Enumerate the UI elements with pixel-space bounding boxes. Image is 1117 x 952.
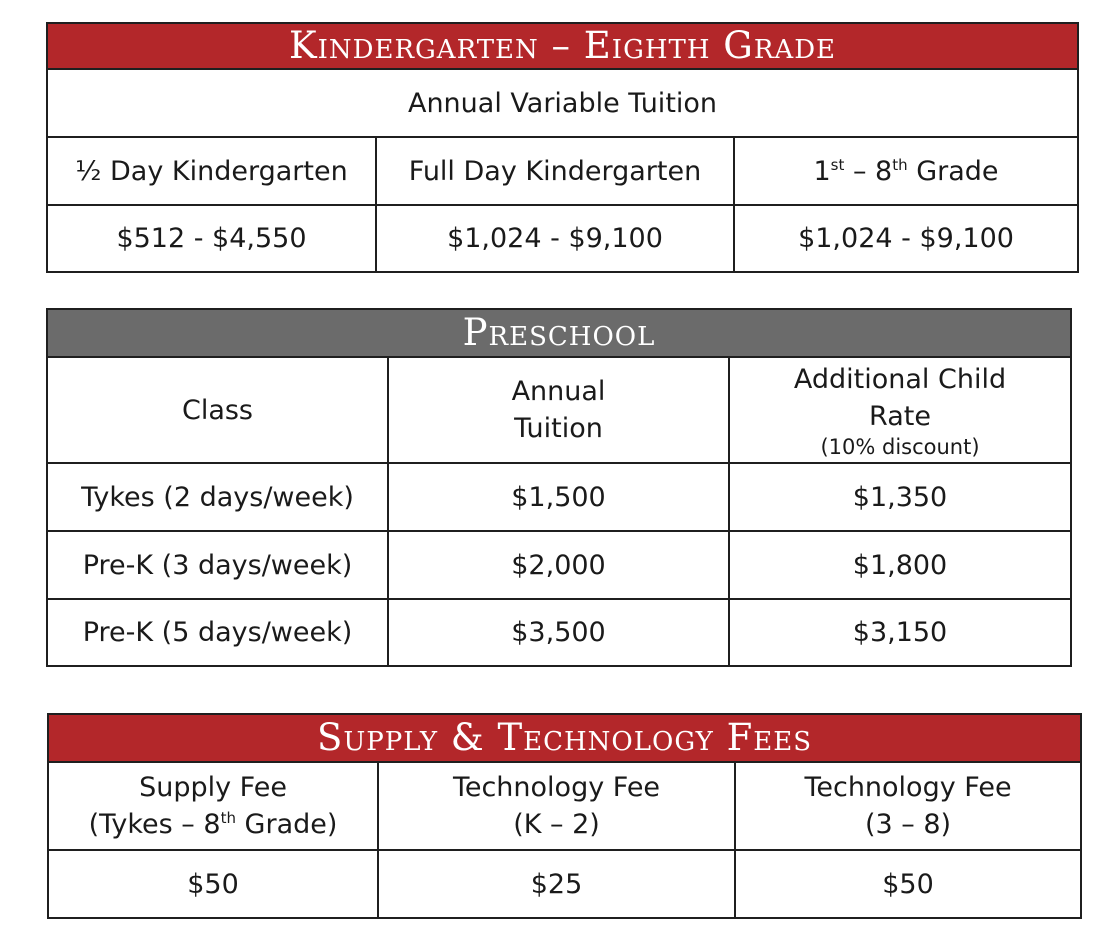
- class-header: Class: [47, 357, 388, 463]
- technology-fee-k2-value: $25: [378, 850, 735, 918]
- technology-fee-k2-header: Technology Fee (K – 2): [378, 762, 735, 850]
- annual-tuition-header: Annual Tuition: [388, 357, 729, 463]
- fees-title: Supply & Technology Fees: [48, 714, 1081, 762]
- additional-rate-cell: $1,350: [729, 463, 1071, 531]
- annual-tuition-cell: $1,500: [388, 463, 729, 531]
- discount-note: (10% discount): [820, 435, 980, 459]
- grades-1-8-header: 1st – 8th Grade: [734, 137, 1078, 205]
- additional-rate-cell: $3,150: [729, 599, 1071, 666]
- preschool-title: Preschool: [47, 309, 1071, 357]
- preschool-table: [46, 308, 1072, 667]
- class-cell: Pre-K (5 days/week): [47, 599, 388, 666]
- annual-tuition-cell: $2,000: [388, 531, 729, 599]
- kindergarten-title: Kindergarten – Eighth Grade: [47, 23, 1078, 69]
- table-row: [47, 599, 1071, 666]
- kindergarten-table: [46, 22, 1079, 273]
- half-day-kindergarten-header: ½ Day Kindergarten: [47, 137, 376, 205]
- technology-fee-3-8-value: $50: [735, 850, 1081, 918]
- supply-fee-value: $50: [48, 850, 378, 918]
- table-row: [47, 463, 1071, 531]
- full-day-kindergarten-tuition: $1,024 - $9,100: [376, 205, 734, 272]
- fees-table: [47, 713, 1082, 919]
- class-cell: Pre-K (3 days/week): [47, 531, 388, 599]
- full-day-kindergarten-header: Full Day Kindergarten: [376, 137, 734, 205]
- technology-fee-3-8-header: Technology Fee (3 – 8): [735, 762, 1081, 850]
- annual-variable-tuition-label: Annual Variable Tuition: [47, 69, 1078, 137]
- supply-fee-header: Supply Fee (Tykes – 8th Grade): [48, 762, 378, 850]
- class-cell: Tykes (2 days/week): [47, 463, 388, 531]
- additional-rate-cell: $1,800: [729, 531, 1071, 599]
- table-row: [47, 531, 1071, 599]
- grades-1-8-tuition: $1,024 - $9,100: [734, 205, 1078, 272]
- half-day-kindergarten-tuition: $512 - $4,550: [47, 205, 376, 272]
- additional-child-rate-header: Additional Child Rate (10% discount): [729, 357, 1071, 463]
- annual-tuition-cell: $3,500: [388, 599, 729, 666]
